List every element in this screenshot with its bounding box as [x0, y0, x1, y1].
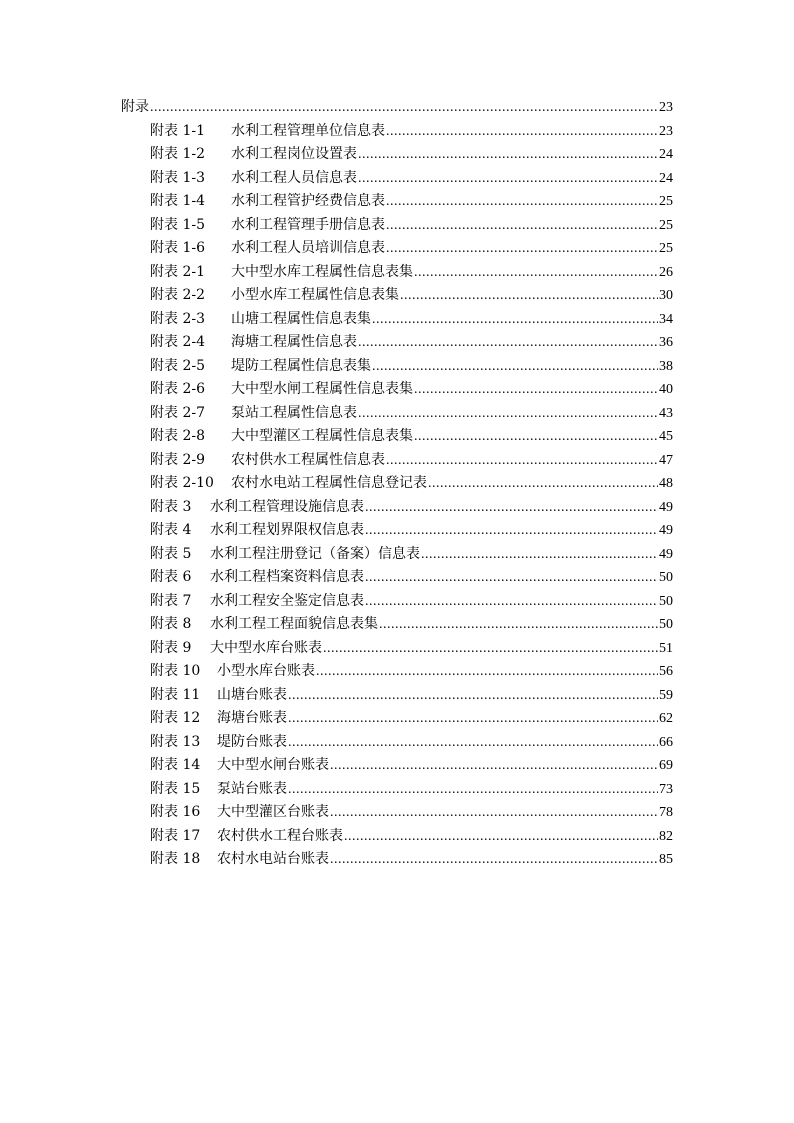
toc-entry-page: 82	[659, 828, 673, 844]
toc-entry-code: 附表 10	[150, 663, 201, 679]
toc-entry[interactable]	[150, 331, 673, 355]
toc-entry-title: 水利工程安全鉴定信息表	[210, 592, 364, 609]
toc-entry-page: 36	[659, 335, 673, 350]
toc-entry-page: 51	[659, 640, 673, 656]
toc-entry-title: 泵站台账表	[217, 780, 287, 797]
toc-entry[interactable]	[150, 707, 673, 731]
dot-leader	[323, 637, 658, 661]
toc-entry-title: 海塘工程属性信息表	[231, 334, 357, 350]
toc-line	[0, 355, 794, 379]
dot-leader	[372, 355, 658, 379]
dot-leader	[414, 261, 658, 285]
toc-entry-page: 25	[659, 241, 673, 256]
toc-entry-code: 附表 16	[150, 804, 201, 820]
dot-leader	[365, 590, 658, 614]
toc-entry[interactable]	[150, 308, 673, 332]
toc-entry-title: 大中型水闸工程属性信息表集	[231, 381, 413, 397]
toc-entry-page: 43	[659, 405, 673, 421]
toc-entry[interactable]	[150, 660, 673, 684]
toc-entry-code: 附表 2-1	[150, 263, 205, 280]
toc-entry-page: 38	[659, 358, 673, 374]
toc-entry-code: 附表 1-1	[150, 122, 205, 139]
toc-entry-title: 农村水电站台账表	[217, 851, 329, 867]
toc-entry[interactable]	[150, 284, 673, 308]
toc-entry-page: 66	[659, 734, 673, 750]
toc-entry-page: 50	[659, 570, 673, 585]
toc-line	[0, 754, 794, 778]
toc-entry-code: 附表 1-5	[150, 216, 205, 233]
toc-entry-code: 附表 11	[150, 686, 201, 703]
dot-leader	[414, 425, 658, 449]
toc-entry-code: 附表 1-3	[150, 169, 205, 186]
toc-entry[interactable]	[150, 261, 673, 285]
dot-leader	[288, 707, 658, 731]
toc-entry-page: 23	[659, 100, 673, 115]
dot-leader	[400, 284, 658, 308]
toc-entry-code: 附表 1-4	[150, 193, 205, 209]
toc-entry-page: 62	[659, 711, 673, 726]
toc-entry-title: 堤防台账表	[217, 733, 287, 750]
toc-entry-code: 附表 3	[150, 498, 192, 515]
toc-line	[0, 120, 794, 144]
toc-entry[interactable]	[150, 120, 673, 144]
toc-entry[interactable]	[150, 214, 673, 238]
toc-entry[interactable]	[150, 801, 673, 825]
toc-entry[interactable]	[150, 425, 673, 449]
toc-entry-page: 24	[659, 170, 673, 186]
toc-line	[0, 378, 794, 402]
toc-entry-page: 49	[659, 523, 673, 538]
toc-entry-title: 山塘工程属性信息表集	[231, 310, 371, 327]
dot-leader	[386, 237, 658, 261]
toc-entry-title: 泵站工程属性信息表	[231, 404, 357, 421]
toc-line	[0, 237, 794, 261]
toc-entry-title: 大中型灌区台账表	[217, 804, 329, 820]
dot-leader	[330, 754, 658, 778]
toc-line	[0, 731, 794, 755]
toc-entry-title: 农村水电站工程属性信息登记表	[231, 475, 427, 491]
toc-entry[interactable]	[150, 143, 673, 167]
dot-leader	[379, 613, 658, 637]
dot-leader	[386, 190, 658, 214]
toc-entry-code: 附表 1-6	[150, 240, 205, 256]
toc-entry-code: 附表 17	[150, 827, 201, 844]
toc-entry-title: 水利工程管理单位信息表	[231, 122, 385, 139]
dot-leader	[288, 684, 658, 708]
dot-leader	[365, 566, 658, 590]
toc-entry[interactable]	[150, 590, 673, 614]
toc-line	[0, 778, 794, 802]
toc-line	[0, 848, 794, 872]
toc-entry-page: 59	[659, 687, 673, 703]
toc-entry-page: 69	[659, 758, 673, 773]
toc-entry-code: 附表 8	[150, 616, 192, 632]
toc-entry-title: 农村供水工程台账表	[217, 827, 343, 844]
toc-entry-page: 23	[659, 123, 673, 139]
toc-line	[0, 261, 794, 285]
toc-entry-page: 24	[659, 147, 673, 162]
toc-entry-code: 附表 6	[150, 569, 192, 585]
toc-entry-title: 大中型水闸台账表	[217, 757, 329, 773]
toc-entry-page: 47	[659, 452, 673, 468]
toc-entry-code: 附表 2-8	[150, 428, 205, 444]
dot-leader	[288, 731, 658, 755]
dot-leader	[358, 331, 658, 355]
toc-line	[0, 331, 794, 355]
toc-line	[0, 519, 794, 543]
toc-entry-page: 50	[659, 617, 673, 632]
toc-entry-title: 大中型水库台账表	[210, 639, 322, 656]
toc-entry[interactable]	[150, 825, 673, 849]
dot-leader	[358, 167, 658, 191]
toc-entry-title: 水利工程工程面貌信息表集	[210, 616, 378, 632]
dot-leader	[365, 496, 658, 520]
toc-line	[0, 190, 794, 214]
toc-entry-page: 34	[659, 311, 673, 327]
toc-entry-page: 78	[659, 805, 673, 820]
toc-line	[0, 543, 794, 567]
toc-entry[interactable]	[150, 848, 673, 872]
toc-entry-title: 水利工程档案资料信息表	[210, 569, 364, 585]
toc-line	[0, 613, 794, 637]
toc-entry-title: 附录	[121, 99, 149, 115]
toc-entry-page: 25	[659, 217, 673, 233]
dot-leader	[330, 801, 658, 825]
toc-entry[interactable]	[150, 566, 673, 590]
toc-line	[0, 496, 794, 520]
toc-entry[interactable]	[150, 613, 673, 637]
toc-entry-title: 小型水库台账表	[217, 663, 315, 679]
toc-entry-page: 49	[659, 499, 673, 515]
toc-line	[0, 590, 794, 614]
toc-line	[0, 402, 794, 426]
toc-line	[0, 684, 794, 708]
toc-entry-page: 30	[659, 288, 673, 303]
toc-entry-page: 48	[659, 476, 673, 491]
dot-leader	[386, 214, 658, 238]
toc-entry-page: 50	[659, 593, 673, 609]
toc-entry[interactable]	[150, 778, 673, 802]
toc-entry-code: 附表 9	[150, 639, 192, 656]
toc-line	[0, 637, 794, 661]
toc-entry-code: 附表 1-2	[150, 146, 205, 162]
toc-entry[interactable]	[150, 519, 673, 543]
toc-entry[interactable]	[150, 496, 673, 520]
toc-entry[interactable]	[150, 472, 673, 496]
toc-entry-code: 附表 2-10	[150, 475, 214, 491]
toc-entry-page: 73	[659, 781, 673, 797]
toc-entry[interactable]	[150, 355, 673, 379]
toc-entry-code: 附表 5	[150, 545, 192, 562]
dot-leader	[372, 308, 658, 332]
toc-line	[0, 308, 794, 332]
toc-entry-code: 附表 2-2	[150, 287, 205, 303]
toc-line	[0, 167, 794, 191]
toc-entry-page: 40	[659, 382, 673, 397]
toc-entry-title: 水利工程人员信息表	[231, 169, 357, 186]
toc-entry-title: 水利工程管护经费信息表	[231, 193, 385, 209]
toc-entry-page: 26	[659, 264, 673, 280]
toc-entry-code: 附表 2-6	[150, 381, 205, 397]
toc-entry[interactable]	[150, 378, 673, 402]
dot-leader	[358, 402, 658, 426]
dot-leader	[330, 848, 658, 872]
toc-line	[0, 449, 794, 473]
toc-entry[interactable]	[150, 543, 673, 567]
toc-entry-title: 水利工程管理设施信息表	[210, 498, 364, 515]
dot-leader	[386, 449, 658, 473]
toc-line	[0, 284, 794, 308]
toc-entry-code: 附表 2-9	[150, 451, 205, 468]
toc-entry[interactable]	[150, 731, 673, 755]
toc-entry-title: 堤防工程属性信息表集	[231, 357, 371, 374]
dot-leader	[358, 143, 658, 167]
dot-leader	[344, 825, 658, 849]
toc-line	[0, 143, 794, 167]
toc-entry[interactable]	[150, 449, 673, 473]
toc-entry[interactable]	[121, 96, 673, 120]
toc-entry[interactable]	[150, 190, 673, 214]
toc-entry-code: 附表 2-5	[150, 357, 205, 374]
table-of-contents	[0, 96, 794, 872]
dot-leader	[288, 778, 658, 802]
toc-line	[0, 214, 794, 238]
toc-line	[0, 425, 794, 449]
dot-leader	[365, 519, 658, 543]
toc-entry-code: 附表 2-7	[150, 404, 205, 421]
toc-line	[0, 472, 794, 496]
toc-entry-title: 大中型水库工程属性信息表集	[231, 263, 413, 280]
toc-entry-code: 附表 18	[150, 851, 201, 867]
dot-leader	[421, 543, 658, 567]
toc-entry-title: 水利工程注册登记（备案）信息表	[210, 545, 420, 562]
dot-leader	[150, 96, 658, 120]
toc-line	[0, 801, 794, 825]
toc-entry-title: 水利工程人员培训信息表	[231, 240, 385, 256]
toc-entry-page: 25	[659, 194, 673, 209]
toc-entry-title: 农村供水工程属性信息表	[231, 451, 385, 468]
toc-entry[interactable]	[150, 402, 673, 426]
toc-entry-code: 附表 13	[150, 733, 201, 750]
toc-entry-page: 45	[659, 429, 673, 444]
dot-leader	[428, 472, 658, 496]
toc-entry-code: 附表 4	[150, 522, 192, 538]
dot-leader	[386, 120, 658, 144]
toc-entry-code: 附表 2-4	[150, 334, 205, 350]
toc-entry-title: 小型水库工程属性信息表集	[231, 287, 399, 303]
toc-entry-page: 56	[659, 664, 673, 679]
toc-entry-code: 附表 14	[150, 757, 201, 773]
dot-leader	[414, 378, 658, 402]
toc-entry-code: 附表 2-3	[150, 310, 205, 327]
toc-line-appendix	[0, 96, 794, 120]
toc-entry[interactable]	[150, 637, 673, 661]
toc-entry-page: 49	[659, 546, 673, 562]
toc-entry[interactable]	[150, 754, 673, 778]
toc-line	[0, 566, 794, 590]
toc-entry-title: 大中型灌区工程属性信息表集	[231, 428, 413, 444]
toc-entry[interactable]	[150, 237, 673, 261]
toc-entry-code: 附表 12	[150, 710, 201, 726]
toc-line	[0, 660, 794, 684]
toc-entry[interactable]	[150, 167, 673, 191]
toc-entry-title: 水利工程管理手册信息表	[231, 216, 385, 233]
toc-entry-page: 85	[659, 852, 673, 867]
toc-entry-title: 水利工程划界限权信息表	[210, 522, 364, 538]
toc-entry-code: 附表 7	[150, 592, 192, 609]
toc-entry-title: 山塘台账表	[217, 686, 287, 703]
toc-line	[0, 825, 794, 849]
toc-entry-title: 水利工程岗位设置表	[231, 146, 357, 162]
toc-entry-code: 附表 15	[150, 780, 201, 797]
toc-entry[interactable]	[150, 684, 673, 708]
toc-line	[0, 707, 794, 731]
dot-leader	[316, 660, 658, 684]
toc-entry-title: 海塘台账表	[217, 710, 287, 726]
